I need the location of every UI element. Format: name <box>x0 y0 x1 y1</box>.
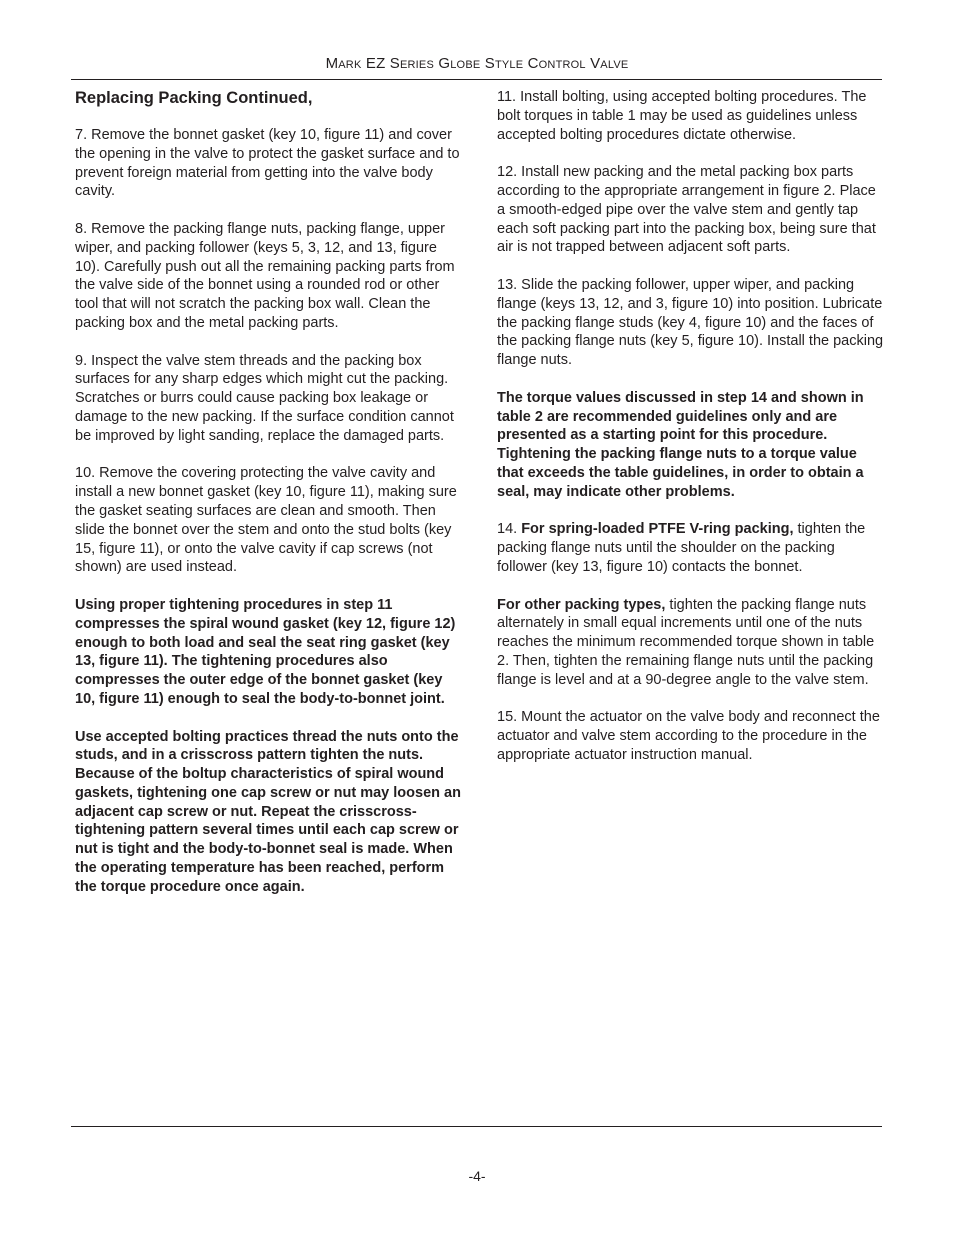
other-packing-lead: For other packing types, <box>497 596 666 613</box>
section-heading: Replacing Packing Continued, <box>75 89 313 107</box>
footer-rule <box>71 1126 882 1127</box>
right-column <box>497 88 887 783</box>
step-10-paragraph: 10. Remove the covering protecting the valve cavity and install a new bonnet gasket (key 10, figure 11), making sure the gasket seating surfaces are clean and smooth. Then slide the bonnet over the stem and onto the stud bolts (key 15, figure 11), or onto the valve cavity if cap screws (not shown) are used instead. <box>75 465 457 576</box>
step-14-number: 14. <box>497 521 522 538</box>
step-14-paragraph <box>497 520 887 576</box>
step-14-lead: For spring-loaded PTFE V-ring packing, <box>521 521 794 538</box>
step-15-paragraph: 15. Mount the actuator on the valve body and reconnect the actuator and valve stem according to the procedure in the appropriate actuator instruction manual. <box>497 709 880 763</box>
step-14-text: tighten the packing flange nuts until the shoulder on the packing follower (key 13, figure 10) contacts the bonnet. <box>497 521 866 575</box>
step-13-paragraph: 13. Slide the packing follower, upper wiper, and packing flange (keys 13, 12, and 3, figure 10) into position. Lubricate the packing flange studs (key 4, figure 10) and the faces of the packing flange nuts (key 5, figure 10). Install the packing flange nuts. <box>497 276 884 369</box>
step-12-paragraph: 12. Install new packing and the metal packing box parts according to the appropriate arrangement in figure 2. Place a smooth-edged pipe over the valve stem and gently tap each soft packing part into the packing box, being sure that air is not trapped between adjacent soft parts. <box>497 164 876 256</box>
bolting-note: Use accepted bolting practices thread the nuts onto the studs, and in a crisscross pattern tighten the nuts. Because of the boltup characteristics of spiral wound gaskets, tightening one cap screw or nut may loosen an adjacent cap screw or nut. Repeat the crisscross-tightening pattern several times until each cap screw or nut is tight and the body-to-bonnet seal is made. When the operating temperature has been reached, perform the torque procedure once again. <box>75 728 461 895</box>
left-column <box>75 88 465 915</box>
step-7-paragraph: 7. Remove the bonnet gasket (key 10, figure 11) and cover the opening in the valve to protect the gasket surface and to prevent foreign material from getting into the valve body cavity. <box>75 127 460 200</box>
running-header-title: Mark EZ Series Globe Style Control Valve <box>325 55 629 72</box>
torque-note: The torque values discussed in step 14 and shown in table 2 are recommended guidelines only and are presented as a starting point for this procedure. Tightening the packing flange nuts to a torque value that exceeds the table guidelines, in order to obtain a seal, may indicate other problems. <box>497 389 864 500</box>
step-11-paragraph: 11. Install bolting, using accepted bolting procedures. The bolt torques in table 1 may be used as guidelines unless accepted bolting procedures dictate otherwise. <box>497 89 867 143</box>
header-rule <box>71 79 882 80</box>
other-packing-paragraph <box>497 596 887 690</box>
other-packing-text: tighten the packing flange nuts alternately in small equal increments until one of the nuts reaches the minimum recommended torque shown in table 2. Then, tighten the remaining flange nuts until the packing flange is level and at a 90-degree angle to the valve stem. <box>497 596 875 688</box>
step-9-paragraph: 9. Inspect the valve stem threads and the packing box surfaces for any sharp edges which might cut the packing. Scratches or burrs could cause packing box leakage or damage to the new packing. If the surface condition cannot be improved by light sanding, replace the damaged parts. <box>75 352 454 444</box>
page-number: -4- <box>468 1168 486 1184</box>
tightening-note: Using proper tightening procedures in step 11 compresses the spiral wound gasket (key 12, figure 12) enough to both load and seal the seat ring gasket (key 13, figure 11). The tightening procedures also compresses the outer edge of the bonnet gasket (key 10, figure 11) enough to seal the body-to-bonnet joint. <box>75 596 456 707</box>
step-8-paragraph: 8. Remove the packing flange nuts, packing flange, upper wiper, and packing follower (keys 5, 3, 12, and 13, figure 10). Carefully push out all the remaining packing parts from the valve side of the bonnet using a rounded rod or other tool that will not scratch the packing box wall. Clean the packing box and the metal packing parts. <box>75 220 455 331</box>
